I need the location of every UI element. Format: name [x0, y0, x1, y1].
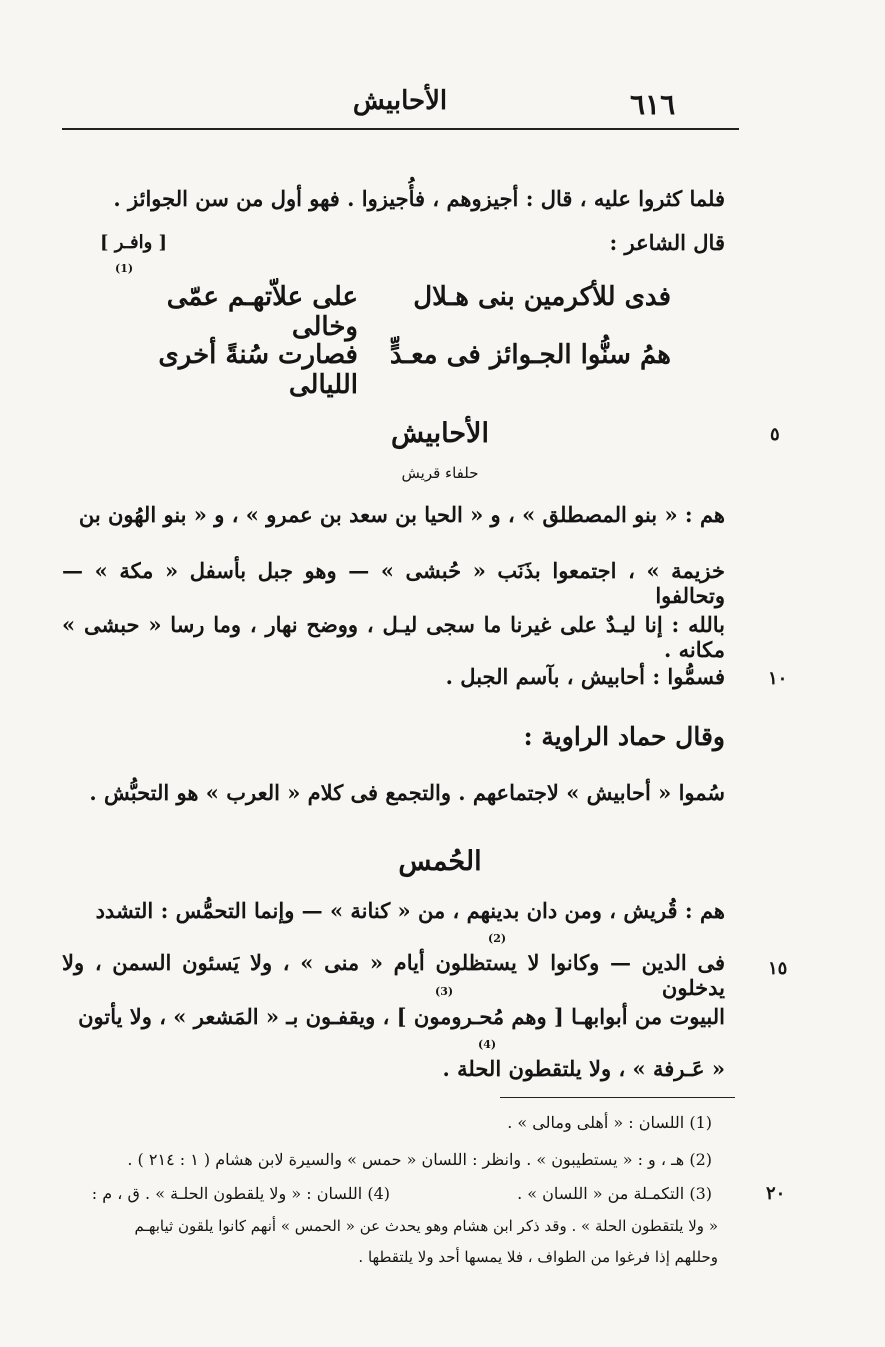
running-title: الأحابيش	[352, 86, 448, 116]
page-number: ٦١٦	[630, 88, 676, 121]
header-rule	[62, 128, 739, 130]
line-number-10: ١٠	[768, 668, 788, 689]
meter-label: [ وافـر ]	[100, 232, 168, 253]
ahabish-line-1: هم : « بنو المصطلق » ، و « الحيا بن سعد بن عمرو » ، و « بنو الهُون بن	[78, 502, 725, 527]
footnote-mark-2: (2)	[488, 932, 507, 945]
intro-line-1: فلما كثروا عليه ، قال : أجيزوهم ، فأُجيزوا . فهو أول من سن الجوائز .	[113, 186, 725, 211]
footnote-mark-1: (1)	[115, 262, 134, 275]
ahabish-line-2: خزيمة » ، اجتمعوا بذَنَب « حُبشى » — وهو جبل بأسفل « مكة » — وتحالفوا	[62, 558, 725, 608]
line-number-15: ١٥	[768, 958, 788, 979]
intro-line-2: قال الشاعر :	[609, 230, 725, 255]
footnote-mark-3: (3)	[435, 985, 454, 998]
hums-line-1: هم : قُريش ، ومن دان بدينهم ، من « كنانة » — وإنما التحمُّس : التشدد	[95, 898, 725, 923]
verse-1-hemistich-1: فدى للأكرمين بنى هـلال	[413, 282, 671, 312]
hums-line-3: البيوت من أبوابهـا [ وهم مُحـرومون ] ، ويقفـون بـ « المَشعر » ، ولا يأتون	[78, 1004, 725, 1029]
line-number-20: ٢٠	[766, 1183, 786, 1204]
section-subtitle: حلفاء قريش	[401, 464, 479, 482]
ahabish-line-3: بالله : إنا ليـدٌ على غيرنا ما سجى ليـل ، ووضح نهار ، وما رسا « حبشى » مكانه .	[62, 612, 725, 662]
hammad-line: سُموا « أحابيش » لاجتماعهم . والتجمع فى كلام « العرب » هو التحبُّش .	[89, 780, 725, 805]
footnote-mark-4: (4)	[478, 1038, 497, 1051]
footnote-1: (1) اللسان : « أهلى ومالى » .	[507, 1113, 712, 1132]
verse-2-hemistich-2: فصارت سُنةً أخرى الليالى	[158, 340, 358, 400]
verse-2-hemistich-1: همُ سنُّوا الجـوائز فى معـدٍّ	[389, 340, 671, 370]
footnote-4-continued-2: وحللهم إذا فرغوا من الطواف ، فلا يمسها أحد ولا يلتقطها .	[358, 1248, 718, 1266]
hums-line-2: فى الدين — وكانوا لا يستظلون أيام « منى » ، ولا يَسئون السمن ، ولا يدخلون	[62, 950, 725, 1000]
verse-1-hemistich-2: على علاّتهـم عمّى وخالى	[166, 282, 358, 342]
hums-line-4: « عَـرفة » ، ولا يلتقطون الحلة .	[442, 1056, 725, 1081]
section-title-hums: الحُمس	[398, 846, 482, 877]
ahabish-line-4: فسمُّوا : أحابيش ، بآسم الجبل .	[445, 664, 725, 689]
footnote-3: (3) التكمـلة من « اللسان » .	[517, 1184, 712, 1203]
line-number-5: ٥	[770, 424, 780, 445]
footnote-4-continued-1: « ولا يلتقطون الحلة » . وقد ذكر ابن هشام وهو يحدث عن « الحمس » أنهم كانوا يلقون ثيابهـم	[134, 1217, 718, 1235]
footnote-rule	[500, 1097, 735, 1098]
footnote-2: (2) هـ ، و : « يستطيبون » . وانظر : اللسان « حمس » والسيرة لابن هشام ( ١ : ٢١٤ ) .	[127, 1150, 712, 1169]
hammad-heading: وقال حماد الراوية :	[523, 722, 725, 751]
section-title-ahabish: الأحابيش	[391, 418, 489, 449]
footnote-4: (4) اللسان : « ولا يلقطون الحلـة » . ق ، م :	[91, 1184, 390, 1203]
